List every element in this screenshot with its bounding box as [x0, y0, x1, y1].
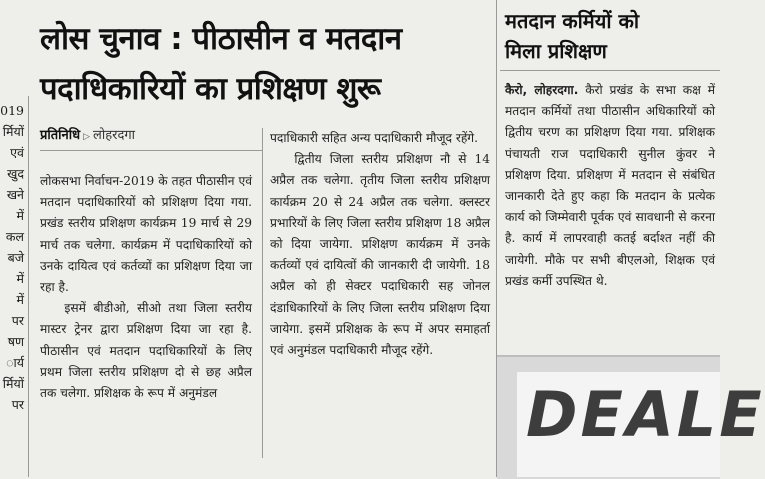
- adjacent-column-line: खने: [6, 187, 24, 202]
- side-headline-line-2: मिला प्रशिक्षण: [505, 39, 607, 63]
- side-body-text: कैरो प्रखंड के सभा कक्ष में मतदान कर्मियों तथा पीठासीन अधिकारियों को द्वितीय चरण का प्रशिक्षण दिया गया. प्रशिक्षक पंचायती राज पदाधिकारी सुनील कुंवर ने प्रशिक्षण दिया. प्रशिक्षण में मतदान से संबंधित जानकारी देते हुए कहा कि मतदान के प्रत्येक कार्य को जिम्मेवारी पूर्वक एवं सावधानी से करना है. कार्य में लापरवाही कतई बर्दाश्त नहीं की जायेगी. मौके पर सभी बीएलओ, शिक्षक एवं प्रखंड कर्मी उपस्थित थे.: [505, 83, 716, 288]
- byline-author: प्रतिनिधि: [40, 128, 81, 143]
- adjacent-column-line: कल: [5, 229, 24, 244]
- col1-paragraph-1: लोकसभा निर्वाचन-2019 के तहत पीठासीन एवं मतदान पदाधिकारियों को प्रशिक्षण दिया गया. प्रखंड स्तरीय प्रशिक्षण कार्यक्रम 19 मार्च से 29 मार्च तक चलेगा. कार्यक्रम में पदाधिकारियों को उनके दायित्व एवं कर्तव्यों का प्रशिक्षण दिया जा रहा है.: [40, 174, 252, 295]
- adjacent-column-fragment: [0, 100, 24, 430]
- column-divider-main: [262, 128, 263, 458]
- byline-marker-icon: ▷: [83, 132, 91, 142]
- col2-paragraph-2: द्वितीय जिला स्तरीय प्रशिक्षण नौ से 14 अप्रैल तक चलेगा. तृतीय जिला स्तरीय प्रशिक्षण कार्यक्रम 20 से 24 अप्रैल तक चलेगा. क्लस्टर प्रभारियों के लिए जिला स्तरीय प्रशिक्षण 18 अप्रैल को दिया जायेगा. प्रशिक्षण कार्यक्रम में उनके कर्तव्यों एवं दायित्वों की जानकारी दी जायेगी. 18 अप्रैल को ही सेक्टर पदाधिकारी सह जोनल दंडाधिकारियों के लिए जिला स्तरीय प्रशिक्षण दिया जायेगा. इसमें प्रशिक्षक के रूप में अपर समाहर्ता एवं अनुमंडल पदाधिकारी मौजूद रहेंगे.: [270, 152, 490, 358]
- adjacent-column-line: षण: [7, 334, 24, 349]
- adjacent-column-line: एवं: [10, 145, 24, 160]
- adjacent-column-line: में: [16, 208, 24, 223]
- byline-place: लोहरदगा: [93, 128, 136, 143]
- side-headline-rule: [500, 70, 720, 71]
- col2-paragraph-1: पदाधिकारी सहित अन्य पदाधिकारी मौजूद रहेंगे.: [270, 131, 479, 145]
- side-dateline: कैरो, लोहरदगा.: [505, 83, 579, 97]
- main-headline-line-1: लोस चुनाव : पीठासीन व मतदान: [40, 21, 402, 57]
- adjacent-column-line: खुद: [7, 166, 24, 181]
- main-story-column-2: [270, 128, 490, 361]
- main-story-column-1: [40, 171, 252, 404]
- column-divider-left: [28, 96, 29, 477]
- side-headline-line-1: मतदान कर्मियों को: [505, 9, 640, 33]
- col1-paragraph-2: इसमें बीडीओ, सीओ तथा जिला स्तरीय मास्टर ट्रेनर द्वारा प्रशिक्षण दिया जा रहा है. पीठासीन एवं मतदान पदाधिकारियों के लिए प्रथम जिला स्तरीय प्रशिक्षण दो से छह अप्रैल तक चलेगा. प्रशिक्षक के रूप में अनुमंडल: [40, 301, 252, 401]
- adjacent-column-line: पर: [11, 397, 24, 412]
- side-story-body: [505, 80, 715, 292]
- adjacent-column-line: में: [16, 271, 24, 286]
- adjacent-column-line: र्मियों: [2, 124, 24, 139]
- adjacent-column-line: 019: [0, 103, 24, 118]
- side-headline: [505, 6, 715, 66]
- main-headline: [40, 14, 490, 114]
- adjacent-column-line: र्मियों: [2, 376, 24, 391]
- main-headline-line-2: पदाधिकारियों का प्रशिक्षण शुरू: [40, 71, 381, 107]
- byline: [40, 125, 260, 143]
- adjacent-column-line: बजे: [7, 250, 24, 265]
- adjacent-column-line: ार्य: [6, 355, 24, 370]
- advertisement-logo-text: DEALE: [526, 378, 765, 451]
- adjacent-column-line: पर: [11, 313, 24, 328]
- adjacent-column-line: में: [16, 292, 24, 307]
- byline-rule: [40, 150, 262, 151]
